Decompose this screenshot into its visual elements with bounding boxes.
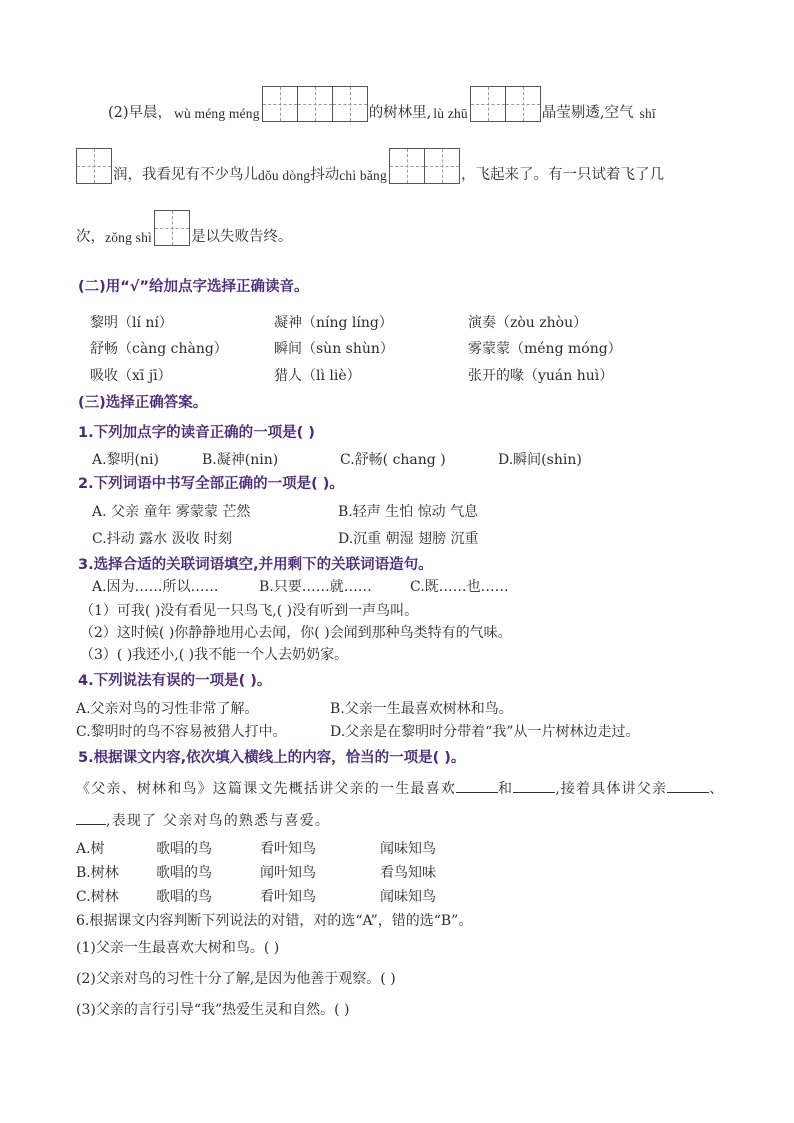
line-text: 润，我看见有不少鸟儿	[113, 167, 258, 183]
char-grid-1[interactable]	[154, 210, 189, 246]
q3-option-b[interactable]: B.只要……就……	[259, 579, 372, 595]
question-2-title: 2.下列词语中书写全部正确的一项是( )。	[78, 476, 344, 492]
pinyin-fill-line-2	[76, 148, 664, 184]
q6-item-3[interactable]: (3)父亲的言行引导“我”热爱生灵和自然。( )	[76, 1002, 350, 1018]
line-text: 是以失败告终。	[190, 229, 293, 245]
line-text: 抖动	[310, 167, 340, 183]
passage-text: 、	[709, 781, 725, 797]
pinyin-shi: shī	[639, 106, 656, 121]
question-5-title: 5.根据课文内容,依次填入横线上的内容，恰当的一项是( )。	[78, 750, 466, 766]
q2-option-c[interactable]: C.抖动 露水 汲收 时刻	[92, 531, 233, 547]
pinyin-dou-dong: dǒu dòng	[258, 168, 311, 183]
q5-passage-line-2	[76, 810, 330, 830]
pronunciation-item[interactable]: 舒畅（càng chàng）	[90, 341, 228, 357]
section-2-heading: (二)用“√”给加点字选择正确读音。	[78, 279, 309, 295]
pronunciation-item[interactable]: 凝神（níng líng）	[274, 315, 393, 331]
pronunciation-item[interactable]: 瞬间（sùn shùn）	[274, 341, 394, 357]
option-col: 闻味知鸟	[380, 841, 436, 857]
q4-option-b[interactable]: B.父亲一生最喜欢树林和鸟。	[330, 701, 513, 717]
pinyin-lu-zhu: lù zhū	[433, 106, 468, 121]
q2-option-a[interactable]: A. 父亲 童年 雾蒙蒙 芒然	[92, 504, 251, 520]
fill-blank[interactable]	[513, 778, 555, 793]
pinyin-fill-line-1	[108, 86, 656, 122]
char-grid-2[interactable]	[470, 86, 540, 122]
q3-sentence-3[interactable]: （3）( )我还小,( )我不能一个人去奶奶家。	[80, 647, 349, 663]
line-text: (2)早晨，	[108, 105, 173, 121]
pronunciation-item[interactable]: 吸收（xī jī）	[90, 368, 172, 384]
option-col: 看叶知鸟	[260, 841, 316, 857]
fill-blank[interactable]	[76, 810, 106, 825]
line-text: 晶莹剔透,空气	[541, 105, 634, 121]
line-text: 的树林里,	[368, 105, 432, 121]
q3-option-c[interactable]: C.既……也……	[410, 579, 509, 595]
option-col: 歌唱的鸟	[156, 889, 212, 905]
line-text: 次，	[76, 229, 105, 245]
q1-option-a[interactable]: A.黎明(ni)	[92, 452, 159, 468]
option-col: 闻味知鸟	[380, 889, 436, 905]
question-1-title: 1.下列加点字的读音正确的一项是( )	[78, 425, 315, 441]
char-grid-3[interactable]	[262, 86, 367, 122]
pinyin-wu-meng-meng: wù méng méng	[174, 106, 260, 121]
question-4-title: 4.下列说法有误的一项是( )。	[78, 673, 272, 689]
pronunciation-item[interactable]: 猎人（lì liè）	[274, 368, 361, 384]
option-col: A.树	[76, 841, 105, 857]
line-text: ，飞起来了。有一只试着飞了几	[460, 167, 664, 183]
char-grid-2[interactable]	[389, 148, 459, 184]
option-col: 看叶知鸟	[260, 889, 316, 905]
q3-sentence-1[interactable]: （1）可我( )没有看见一只鸟飞,( )没有听到一声鸟叫。	[80, 603, 419, 619]
q3-sentence-2[interactable]: （2）这时候( )你静静地用心去闻，你( )会闻到那种鸟类特有的气味。	[80, 625, 512, 641]
q2-option-b[interactable]: B.轻声 生怕 惊动 气息	[338, 504, 479, 520]
pinyin-zong-shi: zǒng shì	[105, 230, 152, 245]
option-col: 看鸟知味	[380, 865, 436, 881]
option-col: B.树林	[76, 865, 119, 881]
question-6-title: 6.根据课文内容判断下列说法的对错，对的选“A”，错的选“B”。	[76, 913, 473, 929]
pinyin-fill-line-3	[76, 210, 292, 246]
pronunciation-item[interactable]: 雾蒙蒙（méng móng）	[468, 341, 622, 357]
q4-option-c[interactable]: C.黎明时的鸟不容易被猎人打中。	[76, 724, 287, 740]
q1-option-c[interactable]: C.舒畅( chang )	[340, 452, 446, 468]
passage-text: 《父亲、树林和鸟》这篇课文先概括讲父亲的一生最喜欢	[76, 781, 456, 797]
option-col: 歌唱的鸟	[156, 841, 212, 857]
passage-text: ,表现了 父亲对鸟的熟悉与喜爱。	[106, 813, 331, 829]
option-col: 闻叶知鸟	[260, 865, 316, 881]
passage-text: 和	[498, 781, 514, 797]
q1-option-b[interactable]: B.凝神(nin)	[202, 452, 279, 468]
q1-option-d[interactable]: D.瞬间(shin)	[498, 452, 582, 468]
option-col: 歌唱的鸟	[156, 865, 212, 881]
pronunciation-item[interactable]: 黎明（lí ní）	[90, 315, 173, 331]
q4-option-a[interactable]: A.父亲对鸟的习性非常了解。	[76, 701, 259, 717]
pronunciation-item[interactable]: 张开的喙（yuán huì）	[468, 368, 614, 384]
q6-item-1[interactable]: (1)父亲一生最喜欢大树和鸟。( )	[76, 940, 280, 956]
q5-passage-line-1	[76, 778, 724, 798]
q2-option-d[interactable]: D.沉重 朝湿 翅膀 沉重	[338, 531, 479, 547]
char-grid-1[interactable]	[76, 148, 111, 184]
fill-blank[interactable]	[667, 778, 709, 793]
passage-text: ,接着具体讲父亲	[555, 781, 668, 797]
question-3-title: 3.选择合适的关联词语填空,并用剩下的关联词语造句。	[78, 557, 433, 573]
fill-blank[interactable]	[456, 778, 498, 793]
pronunciation-item[interactable]: 演奏（zòu zhòu）	[468, 315, 588, 331]
pinyin-chi-bang: chì bǎng	[339, 168, 387, 183]
q3-option-a[interactable]: A.因为……所以……	[92, 579, 219, 595]
q4-option-d[interactable]: D.父亲是在黎明时分带着“我”从一片树林边走过。	[330, 724, 640, 740]
option-col: C.树林	[76, 889, 119, 905]
section-3-heading: (三)选择正确答案。	[78, 395, 208, 411]
q6-item-2[interactable]: (2)父亲对鸟的习性十分了解,是因为他善于观察。( )	[76, 971, 396, 987]
